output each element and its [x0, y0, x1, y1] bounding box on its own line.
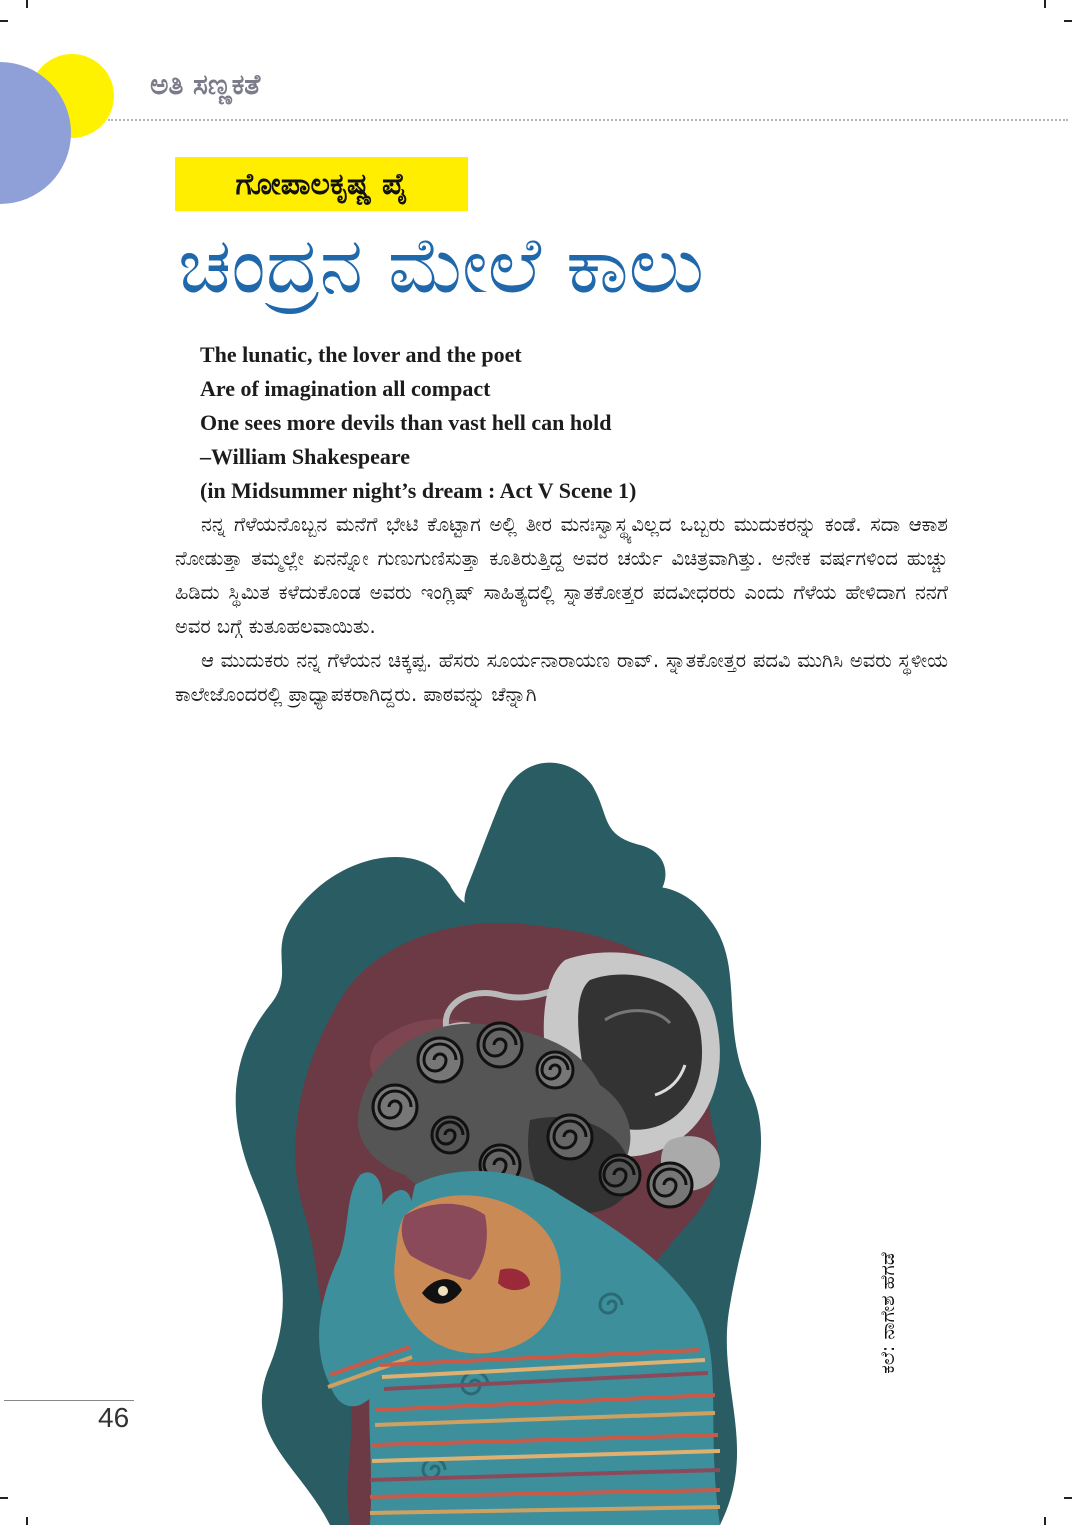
author-name: ಗೋಪಾಲಕೃಷ್ಣ ಪೈ [175, 157, 468, 211]
section-label: ಅತಿ ಸಣ್ಣಕತೆ [150, 68, 261, 101]
epigraph-source: (in Midsummer night’s dream : Act V Scene 1) [200, 478, 637, 503]
illustration-credit-text: ಕಲೆ: ನಾಗೇಶ ಹೆಗಡೆ [877, 1252, 899, 1374]
epigraph-attribution: –William Shakespeare [200, 444, 411, 469]
page-number: 46 [98, 1402, 130, 1433]
crop-mark-left-lower [0, 1497, 8, 1499]
page-number-rule [4, 1400, 134, 1401]
crop-mark-top-right [1044, 0, 1046, 8]
decorative-circles [0, 0, 130, 220]
crop-mark-bottom-left [26, 1517, 28, 1525]
epigraph-line: Are of imagination all compact [200, 376, 491, 401]
paragraph: ನನ್ನ ಗೆಳೆಯನೊಬ್ಬನ ಮನೆಗೆ ಭೇಟಿ ಕೊಟ್ಟಾಗ ಅಲ್ಲಿ ತೀರ ಮನಃಸ್ವಾಸ್ಥ್ಯವಿಲ್ಲದ ಒಬ್ಬರು ಮುದುಕರನ್ನು ಕಂಡೆ. ಸದಾ ಆಕಾಶ ನೋಡುತ್ತಾ ತಮ್ಮಲ್ಲೇ ಏನನ್ನೋ ಗುಣುಗುಣಿಸುತ್ತಾ ಕೂತಿರುತ್ತಿದ್ದ ಅವರ ಚರ್ಯೆ ವಿಚಿತ್ರವಾಗಿತ್ತು. ಅನೇಕ ವರ್ಷಗಳಿಂದ ಹುಚ್ಚು ಹಿಡಿದು ಸ್ಥಿಮಿತ ಕಳೆದುಕೊಂಡ ಅವರು ಇಂಗ್ಲಿಷ್ ಸಾಹಿತ್ಯದಲ್ಲಿ ಸ್ನಾತಕೋತ್ತರ ಪದವೀಧರರು ಎಂದು ಗೆಳೆಯ ಹೇಳಿದಾಗ ನನಗೆ ಅವರ ಬಗ್ಗೆ ಕುತೂಹಲವಾಯಿತು. [175, 513, 948, 638]
paragraph: ಆ ಮುದುಕರು ನನ್ನ ಗೆಳೆಯನ ಚಿಕ್ಕಪ್ಪ. ಹೆಸರು ಸೂರ್ಯನಾರಾಯಣ ರಾವ್. ಸ್ನಾತಕೋತ್ತರ ಪದವಿ ಮುಗಿಸಿ ಅವರು ಸ್ಥಳೀಯ ಕಾಲೇಜೊಂದರಲ್ಲಿ ಪ್ರಾಧ್ಯಾಪಕರಾಗಿದ್ದರು. ಪಾಠವನ್ನು ಚೆನ್ನಾಗಿ [175, 649, 948, 706]
epigraph-line: The lunatic, the lover and the poet [200, 342, 522, 367]
crop-mark-right-upper [1064, 20, 1072, 22]
epigraph-line: One sees more devils than vast hell can hold [200, 410, 612, 435]
illustration-credit [858, 1218, 918, 1408]
story-body [175, 508, 948, 712]
story-title: ಚಂದ್ರನ ಮೇಲೆ ಕಾಲು [178, 221, 705, 311]
crop-mark-right-lower [1064, 1497, 1072, 1499]
crop-mark-bottom-right [1044, 1517, 1046, 1525]
story-illustration [200, 745, 800, 1525]
epigraph [200, 338, 636, 508]
dotted-divider [108, 119, 1068, 121]
